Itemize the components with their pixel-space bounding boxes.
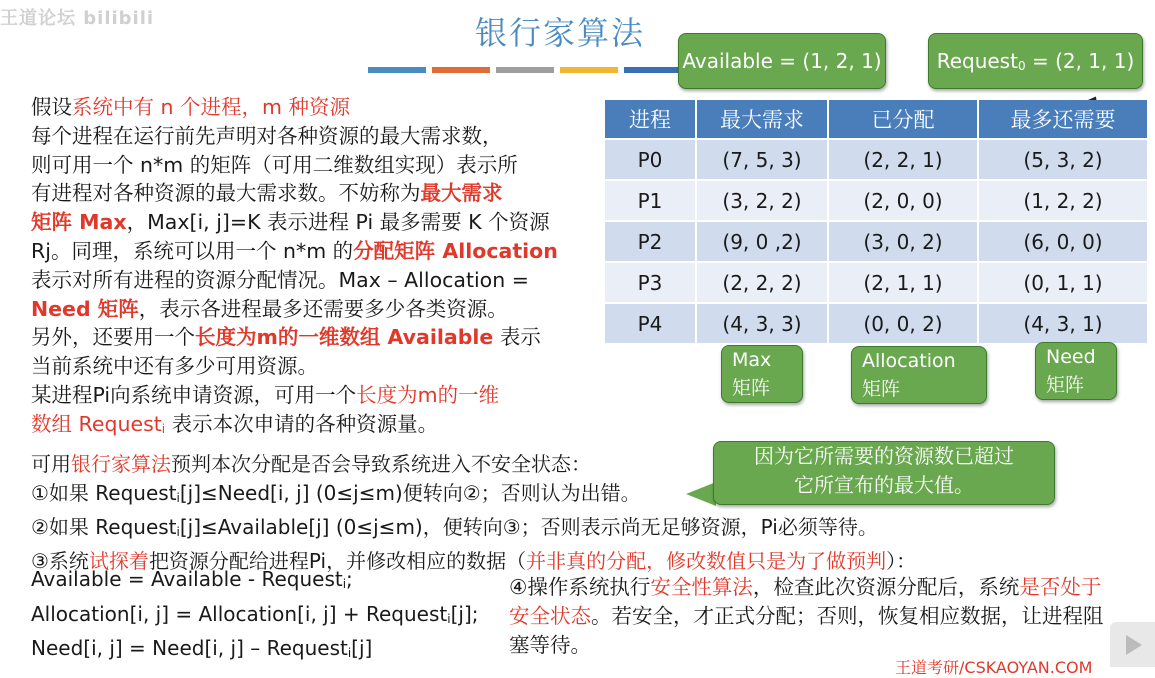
tag-line: Need: [1046, 346, 1096, 368]
watermark: 王道论坛 bilibili: [0, 8, 155, 29]
para-line: [31, 93, 603, 122]
color-bar: [432, 67, 490, 73]
text: 把资源分配给进程Pi，并修改相应的数据（: [148, 549, 527, 573]
cell: P2: [605, 221, 696, 262]
color-bar: [496, 67, 554, 73]
tag-line: Max: [732, 349, 772, 371]
cell: (2, 1, 1): [828, 262, 978, 303]
tag-line: 矩阵: [862, 378, 901, 400]
cell: (0, 1, 1): [978, 262, 1147, 303]
cell: (5, 3, 2): [978, 139, 1147, 180]
text: [j]≤Need[i, j] (0≤j≤m)便转向②；否则认为出错。: [179, 481, 641, 505]
table-row: [605, 139, 1147, 180]
para-line: [31, 295, 603, 324]
text: ;: [346, 567, 353, 591]
step-4: [509, 573, 1119, 660]
para-line: 当前系统中还有多少可用资源。: [31, 354, 318, 379]
table-row: [605, 262, 1147, 303]
request-label: Request: [936, 49, 1018, 73]
text: Allocation[i, j] = Allocation[i, j] + Request: [31, 601, 448, 626]
header-allocation: 已分配: [828, 100, 978, 139]
subscript: i: [447, 611, 451, 626]
tag-line: 矩阵: [1046, 374, 1085, 396]
color-bar: [624, 67, 682, 73]
highlight-text: Need 矩阵: [31, 296, 139, 321]
text: 表示: [493, 325, 541, 350]
para-line: [31, 237, 603, 266]
bubble-line: 它所宣布的最大值。: [794, 473, 974, 497]
header-process: 进程: [605, 100, 696, 139]
highlight-text: 安全性算法: [650, 575, 753, 599]
error-explanation-bubble: [713, 441, 1055, 505]
formula-allocation: [31, 600, 479, 635]
step-2: [31, 513, 1111, 547]
cell: (6, 0, 0): [978, 221, 1147, 262]
cell: (2, 0, 0): [828, 180, 978, 221]
description-paragraph: [31, 93, 603, 444]
color-bar: [368, 67, 426, 73]
request-subscript: 0: [1017, 59, 1026, 73]
highlight-text: 长度为m的一维: [356, 382, 500, 407]
text: 假设: [31, 95, 72, 119]
text: ，检查此次资源分配后，系统: [752, 575, 1020, 599]
cell: (1, 2, 2): [978, 180, 1147, 221]
resource-table: [605, 100, 1147, 343]
need-matrix-tag: [1035, 342, 1117, 400]
update-formulas: [31, 565, 479, 669]
formula-need: [31, 634, 479, 669]
subscript: i: [347, 646, 352, 660]
highlight-text: 长度为m的一维数组 Available: [195, 325, 494, 350]
cell: (4, 3, 1): [978, 303, 1147, 343]
subscript: i: [176, 525, 180, 539]
cell: (2, 2, 1): [828, 139, 978, 180]
max-matrix-tag: [721, 345, 803, 403]
text: 。若安全，才正式分配；否则，恢复相: [591, 604, 940, 628]
request-value: = (2, 1, 1): [1025, 49, 1135, 73]
text: 预判本次分配是否会导致系统进入不安全状态：: [171, 452, 591, 476]
cell: (2, 2, 2): [696, 262, 828, 303]
text: ③系统: [31, 549, 89, 573]
para-line: 每个进程在运行前先声明对各种资源的最大需求数，: [31, 123, 503, 148]
cell: P3: [605, 262, 696, 303]
subscript: i: [176, 491, 180, 505]
highlight-text: 矩阵 Max: [31, 210, 127, 235]
cell: (0, 0, 2): [828, 303, 978, 343]
table-row: [605, 303, 1147, 343]
highlight-text: 是否处于安全状态: [509, 575, 1102, 628]
para-line: [31, 323, 603, 352]
text: 可用: [31, 452, 71, 476]
text: 应数据，让进程阻塞等待。: [509, 604, 1104, 657]
subscript: i: [161, 421, 166, 436]
text: [j]≤Available[j] (0≤j≤m)，便转向③；否则表示尚无足够资源，Pi必须等待。: [179, 515, 878, 539]
allocation-matrix-tag: [851, 346, 987, 404]
color-bar: [560, 67, 618, 73]
text: ④操作系统执行: [509, 575, 651, 599]
text: ，Max[i, j]=K 表示进程 Pi 最多需要 K 个资源: [126, 210, 550, 235]
highlight-text: 并非真的分配，修改数值只是为了做预判: [526, 549, 887, 573]
page-title: 银行家算法: [474, 14, 645, 52]
cell: (3, 2, 2): [696, 180, 828, 221]
text: Rj。同理，系统可以用一个 n*m 的: [31, 238, 354, 263]
text: ，表示各进程最多还需要多少各类资源。: [138, 296, 508, 321]
tag-line: 矩阵: [732, 377, 771, 399]
highlight-text: 最大需求: [420, 181, 503, 206]
highlight-text: 数组 Request: [31, 411, 162, 436]
table-header-row: [605, 100, 1147, 139]
formula-available: [31, 565, 479, 600]
highlight-text: 系统中有 n 个进程，m 种资源: [72, 95, 351, 119]
para-line: [31, 381, 603, 410]
highlight-text: 分配矩阵 Allocation: [353, 238, 558, 263]
bubble-line: 因为它所需要的资源数已超过: [754, 444, 1014, 468]
table-row: [605, 221, 1147, 262]
text: ）：: [886, 549, 917, 573]
text: 另外，还要用一个: [31, 325, 195, 350]
request-callout: [928, 33, 1143, 89]
cell: (4, 3, 3): [696, 303, 828, 343]
text: ②如果 Request: [31, 515, 177, 539]
text: ①如果 Request: [31, 481, 177, 505]
para-line: [31, 410, 603, 444]
text: 有进程对各种资源的最大需求数。不妨称为: [31, 181, 421, 206]
cell: P0: [605, 139, 696, 180]
text: 某进程Pi向系统申请资源，可用一个: [31, 382, 357, 407]
para-line: 表示对所有进程的资源分配情况。Max – Allocation =: [31, 267, 529, 292]
header-need: 最多还需要: [978, 100, 1147, 139]
text: [j];: [450, 601, 479, 626]
para-line: [31, 208, 603, 237]
cell: (3, 0, 2): [828, 221, 978, 262]
text: Need[i, j] = Need[i, j] – Request: [31, 636, 348, 660]
text: 表示本次申请的各种资源量。: [165, 411, 439, 436]
para-line: [31, 179, 603, 208]
highlight-text: 试探着: [88, 549, 149, 573]
cell: (7, 5, 3): [696, 139, 828, 180]
available-callout: Available = (1, 2, 1): [678, 33, 886, 89]
cell: P1: [605, 180, 696, 221]
header-max: 最大需求: [696, 100, 828, 139]
cell: P4: [605, 303, 696, 343]
subscript: i: [342, 577, 347, 591]
para-line: 则可用一个 n*m 的矩阵（可用二维数组实现）表示所: [31, 152, 518, 177]
text: Available = Available - Request: [31, 567, 343, 591]
cell: (9, 0 ,2): [696, 221, 828, 262]
title-color-bars: [368, 67, 682, 73]
table-row: [605, 180, 1147, 221]
highlight-text: 银行家算法: [71, 452, 171, 476]
tag-line: Allocation: [862, 350, 956, 372]
text: [j]: [351, 636, 373, 660]
play-icon[interactable]: [1110, 622, 1155, 667]
credit-watermark: 王道考研/CSKAOYAN.COM: [895, 658, 1093, 677]
bubble-pointer: [686, 482, 716, 506]
